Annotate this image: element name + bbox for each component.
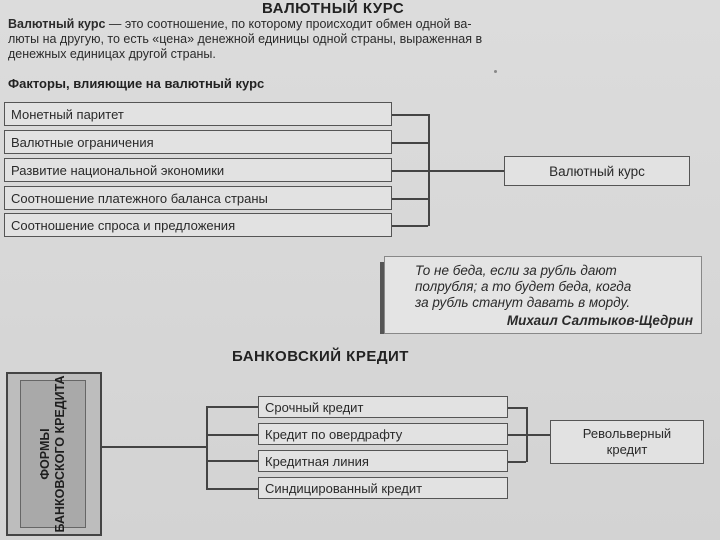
connector-vertical xyxy=(206,406,208,488)
result-box: Валютный курс xyxy=(504,156,690,186)
connector-line xyxy=(508,434,550,436)
quote-author: Михаил Салтыков-Щедрин xyxy=(506,313,693,328)
factor-box: Валютные ограничения xyxy=(4,130,392,154)
connector-line xyxy=(206,460,258,462)
factor-box: Монетный паритет xyxy=(4,102,392,126)
credit-form-box: Срочный кредит xyxy=(258,396,508,418)
definition-line: люты на другую, то есть «цена» денежной единицы одной страны, выраженная в xyxy=(8,32,483,46)
connector-line xyxy=(206,488,258,490)
factors-heading: Факторы, влияющие на валютный курс xyxy=(8,76,265,91)
scan-speck xyxy=(494,70,497,73)
quote-line: за рубль станут давать в морду. xyxy=(415,295,631,310)
connector-line xyxy=(392,142,428,144)
connector-line xyxy=(508,407,526,409)
section-title-bank-credit: БАНКОВСКИЙ КРЕДИТ xyxy=(232,348,409,365)
credit-form-box: Синдицированный кредит xyxy=(258,477,508,499)
factor-box: Развитие национальной экономики xyxy=(4,158,392,182)
connector-line xyxy=(392,170,504,172)
definition-term: Валютный курс xyxy=(8,17,106,31)
quote-line: полрубля; а то будет беда, когда xyxy=(415,279,632,294)
connector-vertical xyxy=(428,114,430,226)
quote-line: То не беда, если за рубль дают xyxy=(415,263,617,278)
connector-line xyxy=(206,434,258,436)
revolving-credit-box xyxy=(550,420,704,464)
definition-paragraph xyxy=(8,17,718,62)
factor-box: Соотношение спроса и предложения xyxy=(4,213,392,237)
connector-line xyxy=(392,114,428,116)
revolving-credit-line: Револьверный xyxy=(582,426,672,441)
quote-box xyxy=(384,256,702,334)
credit-forms-label-box xyxy=(6,372,102,536)
revolving-credit-line: кредит xyxy=(606,442,648,457)
credit-forms-label: ФОРМЫ БАНКОВСКОГО КРЕДИТА xyxy=(38,375,67,533)
credit-form-box: Кредитная линия xyxy=(258,450,508,472)
connector-line xyxy=(102,446,206,448)
definition-line: — это соотношение, по которому происходит обмен одной ва- xyxy=(105,17,472,31)
factor-box: Соотношение платежного баланса страны xyxy=(4,186,392,210)
connector-line xyxy=(508,461,526,463)
section-title-exchange-rate: ВАЛЮТНЫЙ КУРС xyxy=(262,0,405,17)
quote-text xyxy=(415,263,631,311)
credit-form-box: Кредит по овердрафту xyxy=(258,423,508,445)
connector-line xyxy=(392,198,428,200)
connector-line xyxy=(392,225,428,227)
connector-line xyxy=(206,406,258,408)
credit-forms-label-panel xyxy=(20,375,86,533)
connector-vertical xyxy=(526,407,528,462)
definition-line: денежных единицах другой страны. xyxy=(8,47,216,61)
